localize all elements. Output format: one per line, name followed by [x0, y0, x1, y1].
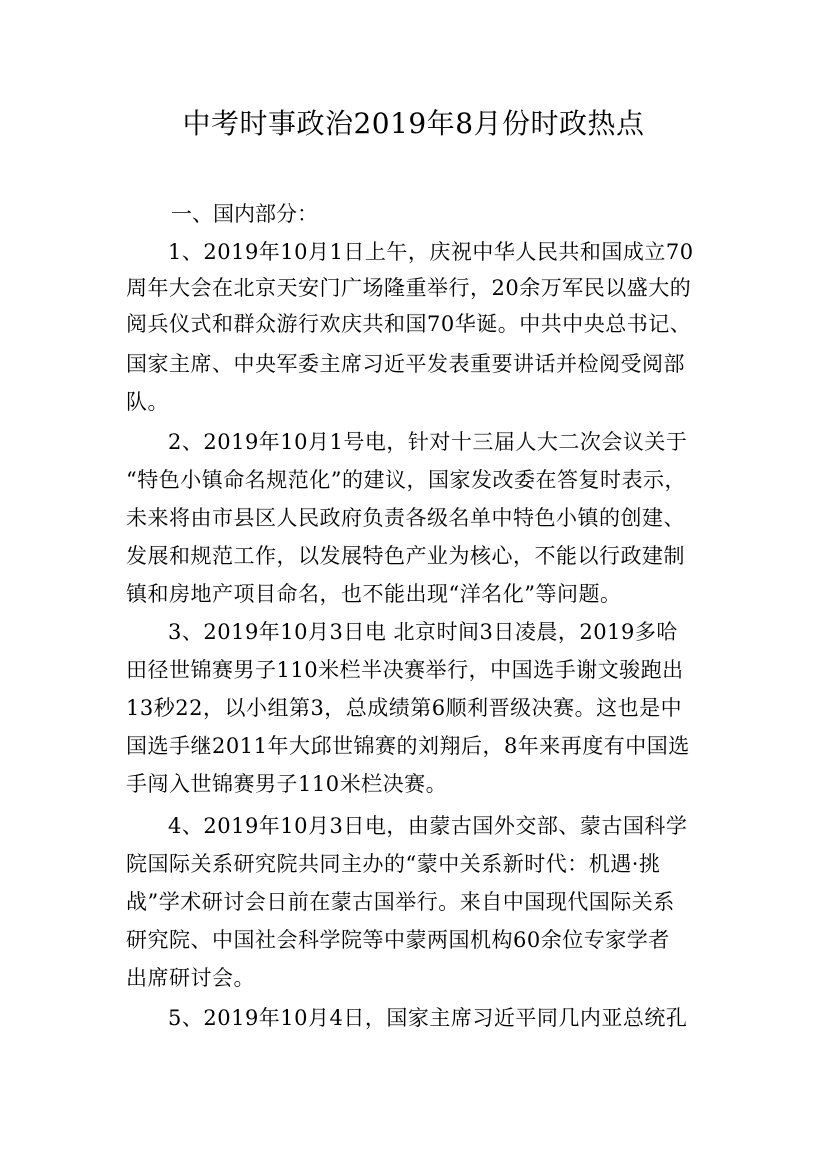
text-line: 周年大会在北京天安门广场隆重举行，20余万军民以盛大的 [126, 276, 692, 300]
text-line: 出席研讨会。 [126, 966, 255, 990]
text-line: 5、2019年10月4日，国家主席习近平同几内亚总统孔 [168, 1006, 688, 1030]
text-line: 国选手继2011年大邱世锦赛的刘翔后，8年来再度有中国选 [126, 734, 690, 758]
text-line: 阅兵仪式和群众游行欢庆共和国70华诞。中共中央总书记、 [126, 312, 692, 336]
text-line: “特色小镇命名规范化”的建议，国家发改委在答复时表示， [126, 468, 686, 492]
text-line: 研究院、中国社会科学院等中蒙两国机构60余位专家学者 [126, 928, 670, 952]
text-line: 院国际关系研究院共同主办的“蒙中关系新时代：机遇·挑 [126, 852, 661, 876]
text-line: 13秒22，以小组第3，总成绩第6顺利晋级决赛。这也是中 [126, 696, 683, 720]
text-line: 手闯入世锦赛男子110米栏决赛。 [126, 772, 448, 796]
text-line: 发展和规范工作，以发展特色产业为核心，不能以行政建制 [126, 544, 685, 568]
text-line: 3、2019年10月3日电 北京时间3日凌晨，2019多哈 [168, 620, 678, 644]
document-title: 中考时事政治2019年8月份时政热点 [182, 107, 645, 140]
text-line: 2、2019年10月1号电，针对十三届人大二次会议关于 [168, 430, 688, 454]
text-line: 未来将由市县区人民政府负责各级名单中特色小镇的创建、 [126, 506, 685, 530]
text-line: 4、2019年10月3日电，由蒙古国外交部、蒙古国科学 [168, 814, 688, 838]
text-line: 1、2019年10月1日上午，庆祝中华人民共和国成立70 [168, 240, 694, 264]
text-line: 镇和房地产项目命名，也不能出现“洋名化”等问题。 [126, 582, 622, 606]
text-line: 战”学术研讨会日前在蒙古国举行。来自中国现代国际关系 [126, 890, 675, 914]
text-line: 国家主席、中央军委主席习近平发表重要讲话并检阅受阅部 [126, 352, 685, 376]
text-line: 田径世锦赛男子110米栏半决赛举行，中国选手谢文骏跑出 [126, 658, 684, 682]
text-line: 队。 [126, 390, 169, 414]
section-heading: 一、国内部分： [171, 202, 318, 226]
